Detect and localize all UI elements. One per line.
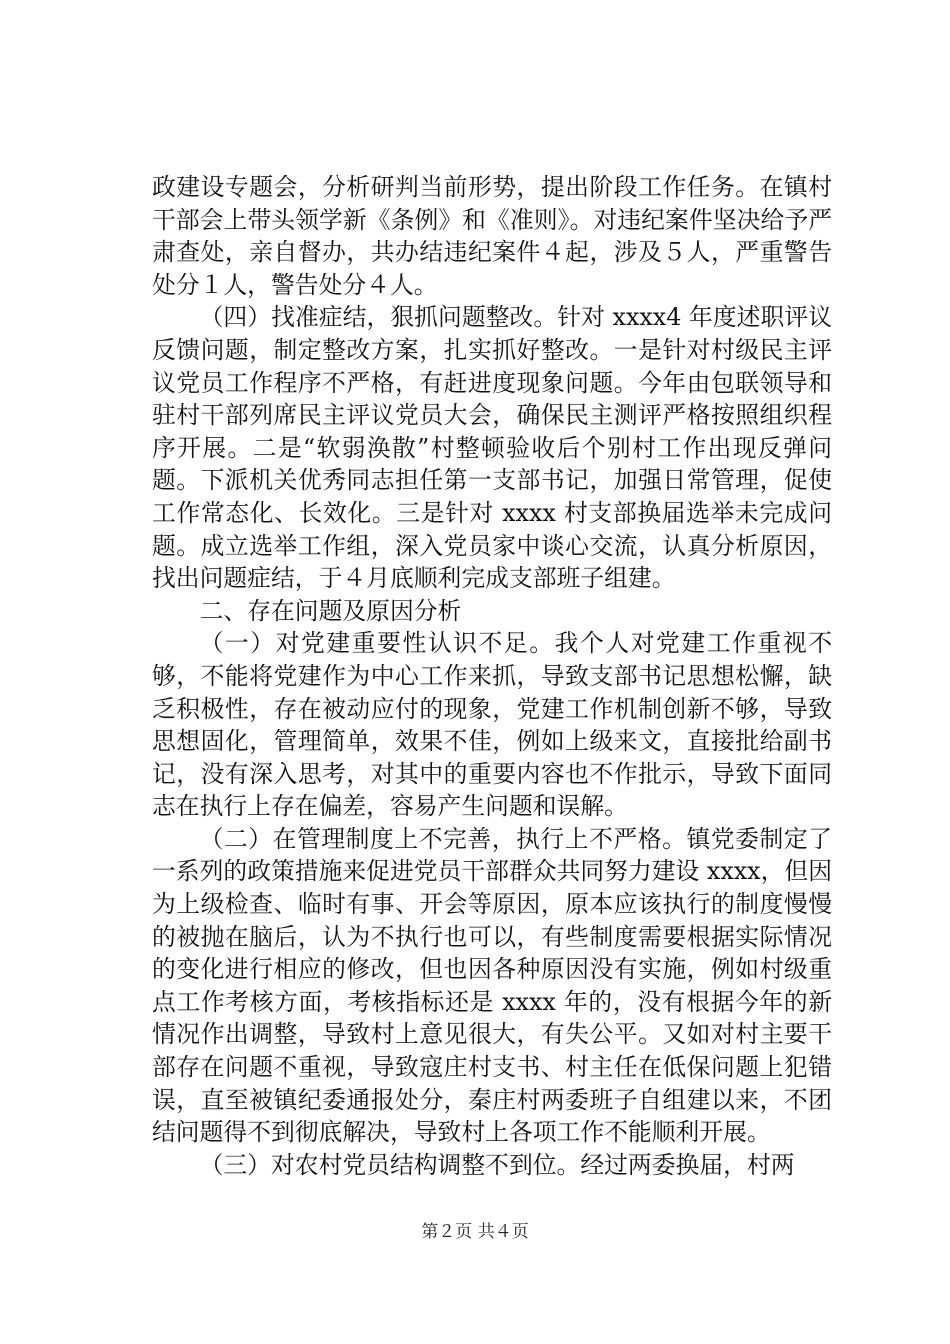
paragraph-continuation: 政建设专题会，分析研判当前形势，提出阶段工作任务。在镇村干部会上带头领学新《条例》和《准则》。对违纪案件坚决给予严肃查处，亲自督办，共办结违纪案件４起，涉及５人，严重警告处分１人，警告处分４人。 [152,173,832,299]
document-body [152,171,832,1181]
paragraph-problem-one: （一）对党建重要性认识不足。我个人对党建工作重视不够，不能将党建作为中心工作来抓，导致支部书记思想松懈，缺乏积极性，存在被动应付的现象，党建工作机制创新不够，导致思想固化，管理简单，效果不佳，例如上级来文，直接批给副书记，没有深入思考，对其中的重要内容也不作批示，导致下面同志在执行上存在偏差，容易产生问题和误解。 [152,629,832,821]
paragraph-problem-two: （二）在管理制度上不完善，执行上不严格。镇党委制定了一系列的政策措施来促进党员干部群众共同努力建设 xxxx，但因为上级检查、临时有事、开会等原因，原本应该执行的制度慢慢的被抛在脑后，认为不执行也可以，有些制度需要根据实际情况的变化进行相应的修改，但也因各种原因没有实施，例如村级重点工作考核方面，考核指标还是 xxxx 年的，没有根据今年的新情况作出调整，导致村上意见很大，有失公平。又如对村主要干部存在问题不重视，导致寇庄村支书、村主任在低保问题上犯错误，直至被镇纪委通报处分，秦庄村两委班子自组建以来，不团结问题得不到彻底解决，导致村上各项工作不能顺利开展。 [152,824,832,1147]
paragraph-problem-three: （三）对农村党员结构调整不到位。经过两委换届，村两 [199,1150,795,1179]
section-heading-problems: 二、存在问题及原因分析 [199,596,462,625]
page-footer: 第２页 共４页 [421,1222,529,1242]
paragraph-section-four: （四）找准症结，狠抓问题整改。针对 xxxx4 年度述职评议反馈问题，制定整改方案，扎实抓好整改。一是针对村级民主评议党员工作程序不严格，有赶进度现象问题。今年由包联领导和驻村干部列席民主评议党员大会，确保民主测评严格按照组织程序开展。二是“软弱涣散”村整顿验收后个别村工作出现反弹问题。下派机关优秀同志担任第一支部书记，加强日常管理，促使工作常态化、长效化。三是针对 xxxx 村支部换届选举未完成问题。成立选举工作组，深入党员家中谈心交流，认真分析原因，找出问题症结，于４月底顺利完成支部班子组建。 [152,303,832,593]
